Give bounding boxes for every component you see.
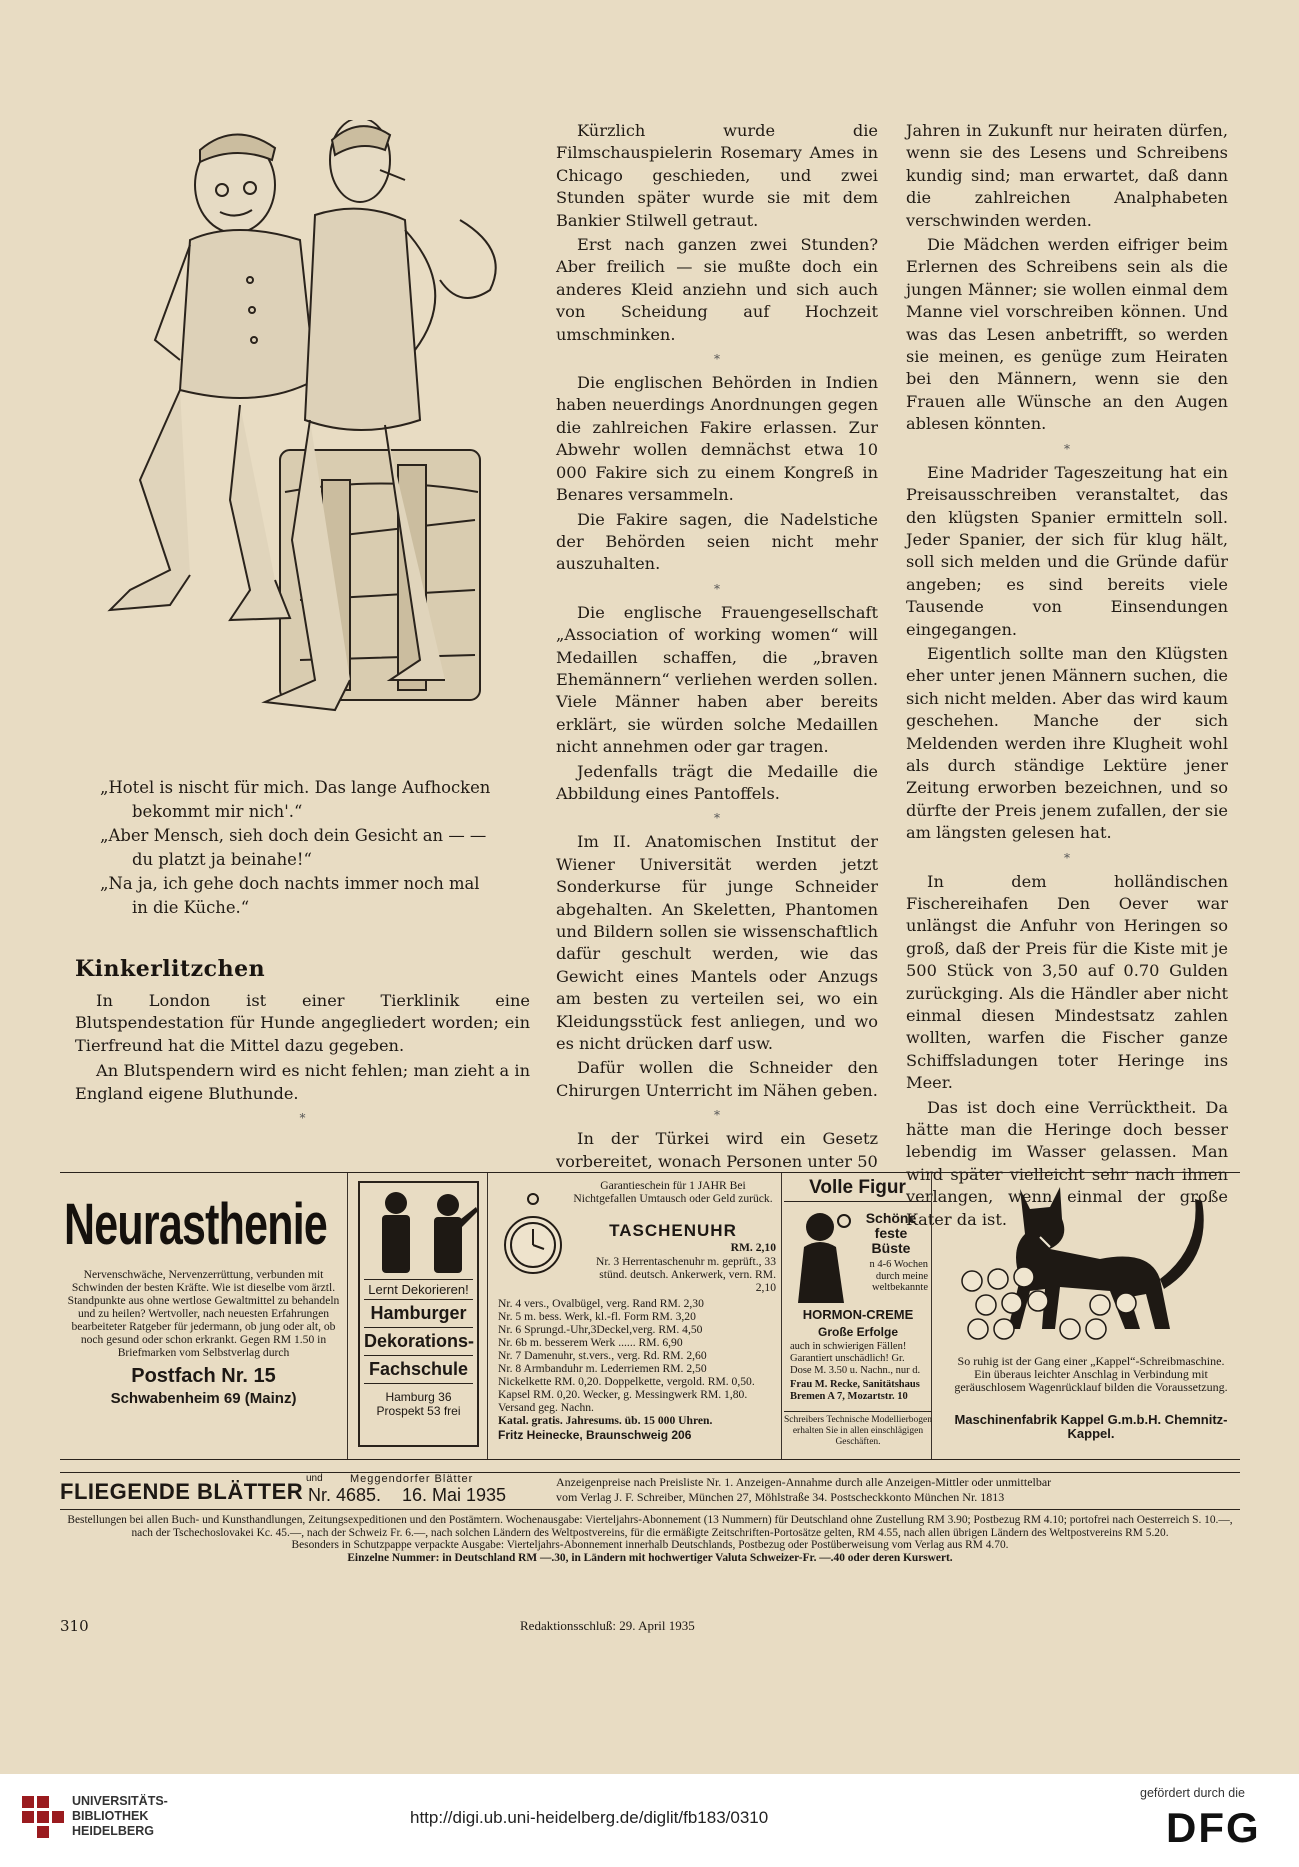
masthead-name: FLIEGENDE BLÄTTER bbox=[60, 1479, 304, 1504]
paragraph: Die Mädchen werden eifriger beim Erlernen des Schreibens sein als die jungen Männer; sie wollen einmal dem Manne viel vorschreiben können. Und was das Lesen anbetrifft, so werden sie meinen, es genüge zum Heiraten bei den Männern, wenn sie den Frauen alle Wünsche an den Augen ablesen könnten. bbox=[906, 235, 1228, 434]
ad-dekorationsschule bbox=[350, 1173, 488, 1459]
paragraph: Die englischen Behörden in Indien haben neuerdings Anordnungen gegen die zahlreichen Fakire erlassen. Zur Abwehr wollen demnächst etwa 10 000 Fakire sich zu einem Kongreß in Benares versammeln. bbox=[556, 373, 878, 505]
university-line: UNIVERSITÄTS- bbox=[72, 1794, 168, 1808]
separator-star: * bbox=[299, 1111, 306, 1126]
caption-line: in die Küche.“ bbox=[132, 898, 250, 917]
ad-item: Nr. 7 Damenuhr, st.vers., verg. Rd. RM. 2,60 bbox=[498, 1349, 707, 1362]
paragraph: Im II. Anatomischen Institut der Wiener Universität werden jetzt Sonderkurse für junge Schneider abgehalten. An Skeletten, Phantomen und Bildern sollen sie wissenschaftlich dafür geschult werden, wie das Gewicht eines Mantels oder Anzugs am besten zu verteilen sei, wo ein Kleidungsstück fest anliegen, und wo es nicht drücken darf usw. bbox=[556, 832, 878, 1054]
paragraph: Die englische Frauengesellschaft „Association of working women“ will Medaillen schaffen, die „braven Ehemännern“ verliehen werden sollen. Viele Männer haben aber bereits erklärt, sie würden solche Medaillen nicht annehmen oder gar tragen. bbox=[556, 602, 878, 757]
paragraph: Jahren in Zukunft nur heiraten dürfen, wenn sie des Lesens und Schreibens kundig sind; man erwartet, daß dann die zahlreichen Analphabeten verschwinden werden. bbox=[906, 121, 1228, 230]
ad-kappel bbox=[934, 1173, 1240, 1459]
ad-firm: Maschinenfabrik Kappel G.m.b.H. Chemnitz-Kappel. bbox=[954, 1412, 1228, 1441]
masthead-right2: vom Verlag J. F. Schreiber, München 27, Möhlstraße 34. Postscheckkonto München Nr. 1813 bbox=[556, 1490, 1005, 1504]
caption-line: bekommt mir nich'.“ bbox=[132, 802, 303, 821]
separator-star: * bbox=[714, 352, 720, 367]
paragraph: An Blutspendern wird es nicht fehlen; man zieht a in England eigene Bluthunde. bbox=[75, 1061, 530, 1103]
ad-item: Nr. 5 m. bess. Werk, kl.-fl. Form RM. 3,20 bbox=[498, 1310, 696, 1323]
ad-taschenuhr bbox=[490, 1173, 782, 1459]
masthead-issue: Nr. 4685. bbox=[308, 1485, 382, 1505]
paragraph: Eigentlich sollte man den Klügsten eher unter jenen Männern suchen, die sich nicht melden. Aber das wird kaum geschehen. Manche der sich Meldenden werden ihre Klugheit wohl als durch ständige Lektüre jener Zeitung erworben bezeichnen, und so dürfte der Preis jenem zufallen, der sie am längsten gelesen hat. bbox=[906, 643, 1228, 843]
ad-line: Lernt Dekorieren! bbox=[364, 1279, 473, 1300]
kinker-text bbox=[75, 990, 530, 1131]
university-line: BIBLIOTHEK bbox=[72, 1809, 149, 1823]
paragraph: Das ist doch eine Verrücktheit. Da hätte man die Heringe doch besser lebendig im Wasser gelassen. Man wird später vielleicht sehr nach ihnen verlangen, wenn einmal der große Kater da ist. bbox=[906, 1097, 1228, 1229]
ad-sub2: Schreibers Technische Modellierbogen erhalten Sie in allen einschlägigen Geschäften. bbox=[784, 1411, 932, 1448]
caption-line: „Hotel is nischt für mich. Das lange Aufhocken bbox=[100, 778, 491, 797]
right-column bbox=[906, 120, 1228, 1233]
ad-title: Volle Figur bbox=[784, 1173, 931, 1202]
ad-address: Schwabenheim 69 (Mainz) bbox=[110, 1390, 297, 1407]
ad-item: Nr. 6b m. besserem Werk ...... RM. 6,90 bbox=[498, 1336, 683, 1349]
ad-sub-line: feste bbox=[874, 1225, 908, 1241]
paragraph: Kürzlich wurde die Filmschauspielerin Rosemary Ames in Chicago geschieden, und zwei Stunden später wurde sie mit dem Bankier Stilwell getraut. bbox=[556, 121, 878, 230]
fineprint-line: Bestellungen bei allen Buch- und Kunsthandlungen, Zeitungsexpeditionen und den Postämtern. Wochenausgabe: Vierteljahrs-Abonnement (13 Nummern) für Deutschland ohne Zustellung RM 3.90; Postbezug RM 4.10; portofrei nach Oesterreich S. 10.—, nach der Tschechoslovakei Kc. 45.—, nach der Schweiz Fr. 6.—, nach solchen Ländern des Weltpostvereins, für die ermäßigte Zeitschriften-Portosätze gelten, RM 4.55, nach allen übrigen Ländern des Weltpostvereins RM 5.20. bbox=[67, 1514, 1233, 1539]
subscription-fineprint bbox=[60, 1514, 1240, 1564]
ad-body: n 4-6 Wochen durch meine weltbekannte bbox=[869, 1259, 928, 1293]
masthead-meggen: Meggendorfer Blätter bbox=[350, 1473, 474, 1485]
paragraph: In der Türkei wird ein Gesetz vorbereitet, wonach Personen unter 50 bbox=[556, 1129, 878, 1171]
caption-line: „Aber Mensch, sieh doch dein Gesicht an — — bbox=[100, 826, 487, 845]
advertisement-row bbox=[60, 1172, 1240, 1460]
ad-line: Dekorations- bbox=[364, 1328, 473, 1356]
redaktionsschluss: Redaktionsschluß: 29. April 1935 bbox=[520, 1618, 695, 1633]
viewer-footer bbox=[0, 1774, 1299, 1867]
ad-items bbox=[498, 1297, 776, 1442]
ad-text: So ruhig ist der Gang einer „Kappel“-Schreibmaschine. Ein überaus leichter Anschlag in Verbindung mit geräuschlosem Wagenrücklauf bilden die Voraussetzung. bbox=[954, 1354, 1228, 1394]
source-url[interactable]: http://digi.ub.uni-heidelberg.de/diglit/fb183/0310 bbox=[410, 1808, 769, 1827]
cartoon-illustration bbox=[60, 120, 530, 760]
ad-line: Fachschule bbox=[364, 1356, 473, 1384]
paragraph: In dem holländischen Fischereihafen Den Oever war unlängst die Anfuhr von Heringen so groß, daß der Preis für die Kiste mit je 500 Stück von 3,50 auf 0.70 Gulden zurückging. Als die Händler aber nicht einmal diesen Mindestsatz zahlen wollten, warfen die Fischer ganze Schiffsladungen toter Heringe ins Meer. bbox=[906, 871, 1228, 1093]
ad-neurasthenie bbox=[60, 1173, 348, 1459]
separator-star: * bbox=[714, 811, 720, 826]
ad-text: auch in schwierigen Fällen! Garantiert unschädlich! Gr. Dose M. 3.50 u. Nachn., nur d. bbox=[790, 1341, 921, 1376]
ad-prospekt: Prospekt 53 frei bbox=[376, 1404, 461, 1418]
paragraph: In London ist einer Tierklinik eine Blutspendestation für Hunde angegliedert worden; ein Tierfreund hat die Mittel dazu gegeben. bbox=[75, 991, 530, 1055]
ad-guarantee: Garantieschein für 1 JAHR Bei Nichtgefallen Umtausch oder Geld zurück. bbox=[573, 1179, 773, 1205]
ad-claim: Große Erfolge bbox=[817, 1325, 898, 1339]
cat-typewriter-icon bbox=[950, 1179, 1220, 1349]
ad-price: RM. 2,10 bbox=[730, 1241, 776, 1254]
illustration-caption bbox=[100, 776, 510, 920]
ad-item: Nr. 8 Armbanduhr m. Lederriemen RM. 2,50 bbox=[498, 1362, 707, 1375]
ad-title: Neurasthenie bbox=[64, 1192, 328, 1257]
ad-desc: Nr. 3 Herrentaschenuhr m. geprüft., 33 stünd. deutsch. Ankerwerk, vern. RM. 2,10 bbox=[596, 1255, 776, 1294]
ad-firm: Fritz Heinecke, Braunschweig 206 bbox=[498, 1428, 692, 1442]
university-line: HEIDELBERG bbox=[72, 1824, 154, 1838]
paragraph: Jedenfalls trägt die Medaille die Abbildung eines Pantoffels. bbox=[556, 761, 878, 803]
fineprint-line: Besonders in Schutzpappe verpackte Ausgabe: Vierteljahrs-Abonnement innerhalb Deutschlands, Postbezug oder Postüberweisung vom Verlag aus RM 4.70. bbox=[291, 1539, 1009, 1552]
caption-line: „Na ja, ich gehe doch nachts immer noch mal bbox=[100, 874, 480, 893]
pocket-watch-icon bbox=[502, 1191, 564, 1283]
caption-line: du platzt ja beinahe!“ bbox=[132, 850, 312, 869]
page-number: 310 bbox=[60, 1617, 89, 1635]
middle-column bbox=[556, 120, 878, 1175]
funded-by: gefördert durch die bbox=[1140, 1786, 1245, 1800]
ad-sub-line: Schöne bbox=[865, 1210, 917, 1226]
dfg-logo: DFG bbox=[1166, 1804, 1261, 1851]
paragraph: Die Fakire sagen, die Nadelstiche der Behörden seien nicht mehr auszuhalten. bbox=[556, 509, 878, 574]
section-title: Kinkerlitzchen bbox=[75, 956, 266, 982]
ad-item: Nr. 4 vers., Ovalbügel, verg. Rand RM. 2,30 bbox=[498, 1297, 704, 1310]
ad-city: Hamburg 36 bbox=[385, 1390, 452, 1404]
woman-silhouette-icon bbox=[790, 1207, 854, 1307]
ad-body: Nervenschwäche, Nervenzerrüttung, verbunden mit Schwinden der besten Kräfte. Wie ist dieselbe vom ärztl. Standpunkte aus ohne wertlose Gewaltmittel zu behandeln und zu heilen? Wertvoller, nach neuesten Erfahrungen bearbeiteter Ratgeber für jedermann, ob jung oder alt, ob noch gesund oder schon erkrankt. Gegen RM 1.50 in Briefmarken vom Selbstverlag durch bbox=[67, 1268, 340, 1359]
ad-frame bbox=[358, 1181, 479, 1447]
ad-katalog: Katal. gratis. Jahresums. üb. 15 000 Uhren. bbox=[498, 1414, 713, 1427]
masthead-band bbox=[60, 1472, 1240, 1510]
university-logo-icon bbox=[22, 1796, 64, 1838]
university-name bbox=[72, 1794, 168, 1839]
ad-sub-line: Büste bbox=[871, 1240, 911, 1256]
fineprint-line: Einzelne Nummer: in Deutschland RM —.30, in Ländern mit hochwertiger Valuta Schweizer-Fr. —.40 oder deren Kurswert. bbox=[347, 1551, 953, 1564]
ad-product: HORMON-CREME bbox=[802, 1307, 914, 1322]
men-silhouette-icon bbox=[364, 1187, 480, 1275]
paragraph: Eine Madrider Tageszeitung hat ein Preisausschreiben veranstaltet, das den klügsten Spanier ermitteln soll. Jeder Spanier, der sich für klug hält, soll sich melden und die Gründe dafür angeben; es sind bereits viele Tausende von Einsendungen eingegangen. bbox=[906, 462, 1228, 639]
ad-postfach: Postfach Nr. 15 bbox=[131, 1365, 276, 1387]
ad-extra: Nickelkette RM. 0,20. Doppelkette, vergold. RM. 0,50. Kapsel RM. 0,20. Wecker, g. Messingwerk RM. 1,80. Versand geg. Nachn. bbox=[498, 1375, 755, 1414]
separator-star: * bbox=[1064, 850, 1070, 865]
ad-line: Hamburger bbox=[364, 1300, 473, 1328]
paragraph: Dafür wollen die Schneider den Chirurgen Unterricht im Nähen geben. bbox=[556, 1058, 878, 1100]
masthead-right1: Anzeigenpreise nach Preisliste Nr. 1. Anzeigen-Annahme durch alle Anzeigen-Mittler oder unmittelbar bbox=[556, 1475, 1052, 1489]
ad-volle-figur bbox=[784, 1173, 932, 1459]
separator-star: * bbox=[1064, 441, 1070, 456]
ad-title: TASCHENUHR bbox=[609, 1221, 737, 1240]
separator-star: * bbox=[714, 581, 720, 596]
masthead-date: 16. Mai 1935 bbox=[402, 1485, 507, 1505]
masthead-und: und bbox=[306, 1473, 323, 1484]
ad-sub bbox=[856, 1211, 926, 1256]
ad-item: Nr. 6 Sprungd.-Uhr,3Deckel,verg. RM. 4,50 bbox=[498, 1323, 703, 1336]
separator-star: * bbox=[714, 1108, 720, 1123]
ad-firm: Frau M. Recke, Sanitätshaus Bremen A 7, Mozartstr. 10 bbox=[790, 1379, 920, 1402]
paragraph: Erst nach ganzen zwei Stunden? Aber freilich — sie mußte doch ein anderes Kleid anziehn und sich auch von Scheidung auf Hochzeit umschminken. bbox=[556, 235, 878, 344]
